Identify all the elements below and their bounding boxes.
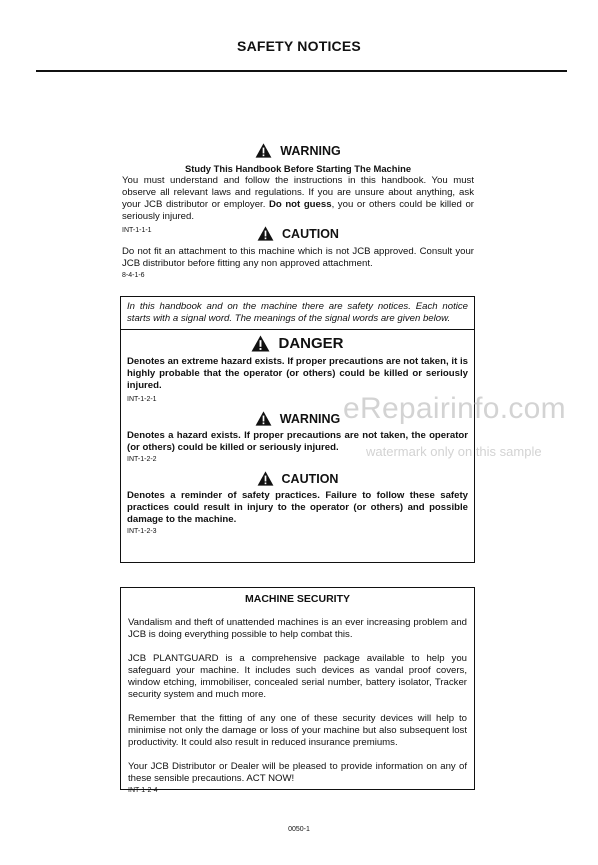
top-caution-label: CAUTION: [282, 226, 339, 241]
machine-security-box: [120, 587, 475, 794]
watermark-note: watermark only on this sample: [366, 444, 542, 459]
top-warning-subtitle: Study This Handbook Before Starting The Machine: [184, 163, 412, 174]
watermark-logo: eRepairinfo.com: [343, 392, 566, 425]
top-warning-text: [122, 175, 474, 223]
top-caution-header: [122, 226, 474, 241]
signal-box-content: [121, 335, 474, 537]
danger-ref: INT-1-2-1: [127, 396, 157, 403]
caution-text: Denotes a reminder of safety practices. Failure to follow these safety practices could result in injury to the operator (or others) and possible damage to the machine.: [127, 490, 468, 525]
top-warning-ref: INT-1-1-1: [122, 227, 152, 234]
title-rule: [36, 70, 567, 72]
security-paragraph: JCB PLANTGUARD is a comprehensive package available to help you safeguard your machine. It includes such devices as vandal proof covers, window etching, immobiliser, concealed serial number, battery isolator, Tracker security system and much more.: [128, 653, 467, 700]
top-warning-header: [122, 143, 474, 158]
top-warning-bold-text: Do not guess: [268, 199, 332, 210]
warning-ref: INT-1-2-2: [127, 456, 157, 463]
security-paragraph: Your JCB Distributor or Dealer will be pleased to provide information on any of these sensible precautions. ACT NOW!: [128, 761, 467, 784]
top-warning-text-end: , you or others could be killed or seriously injured.: [122, 199, 474, 222]
signal-words-box: [120, 296, 475, 563]
caution-header: [127, 471, 468, 486]
warning-triangle-icon: [255, 411, 272, 426]
warning-triangle-icon: [251, 335, 270, 352]
security-paragraph: Remember that the fitting of any one of these security devices will help to minimise not only the damage or loss of your machine but also subsequent lost productivity. It could also result in reduced insurance premiums.: [128, 713, 467, 748]
signal-intro: In this handbook and on the machine there are safety notices. Each notice starts with a signal word. The meanings of the signal words are given below.: [127, 301, 468, 324]
warning-triangle-icon: [255, 143, 272, 158]
warning-triangle-icon: [257, 471, 274, 486]
warning-triangle-icon: [257, 226, 274, 241]
top-warning-section: [122, 143, 474, 236]
danger-label: DANGER: [278, 334, 344, 352]
machine-security-ref: INT-1-2-4: [128, 787, 158, 794]
top-caution-ref: 8-4-1-6: [122, 272, 145, 279]
page-number: 0050-1: [288, 826, 310, 833]
signal-intro-rule: [121, 329, 474, 330]
top-warning-label: WARNING: [280, 143, 341, 158]
security-paragraph: Vandalism and theft of unattended machines is an ever increasing problem and JCB is doing everything possible to help combat this.: [128, 617, 467, 640]
danger-header: [127, 335, 468, 352]
machine-security-title: MACHINE SECURITY: [244, 593, 350, 605]
caution-ref: INT-1-2-3: [127, 528, 157, 535]
top-warning-text-start: You must understand and follow the instructions in this handbook. You must observe all relevant laws and regulations. If you are unsure about anything, ask your JCB distributor or employer.: [122, 175, 474, 210]
page-title: SAFETY NOTICES: [237, 38, 361, 54]
danger-text: Denotes an extreme hazard exists. If proper precautions are not taken, it is highly probable that the operator (or others) could be killed or seriously injured.: [127, 356, 468, 391]
top-caution-section: [122, 226, 474, 281]
warning-label: WARNING: [279, 411, 341, 426]
caution-label: CAUTION: [281, 471, 339, 486]
top-caution-text: Do not fit an attachment to this machine which is not JCB approved. Consult your JCB distributor before fitting any non approved attachment.: [122, 246, 474, 269]
warning-text: Denotes a hazard exists. If proper precautions are not taken, the operator (or others) could be killed or seriously injured.: [127, 430, 468, 453]
